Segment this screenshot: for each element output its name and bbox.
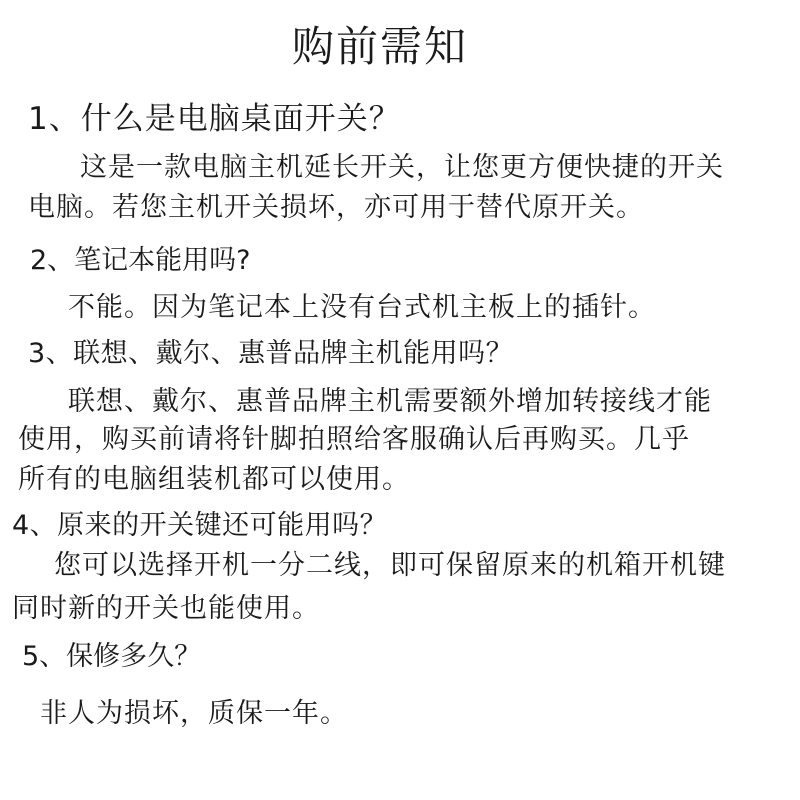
page-title: 购前需知 <box>291 22 468 71</box>
faq-answer-3-line-2: 使用，购买前请将针脚拍照给客服确认后再购买。几乎 <box>18 424 690 455</box>
faq-question-1: 1、什么是电脑桌面开关？ <box>28 101 401 137</box>
faq-question-4: 4、原来的开关键还可能用吗？ <box>12 510 388 541</box>
faq-question-3: 3、联想、戴尔、惠普品牌主机能用吗？ <box>28 338 514 369</box>
faq-answer-3-line-1: 联想、戴尔、惠普品牌主机需要额外增加转接线才能 <box>68 386 712 417</box>
faq-answer-1-line-2: 电脑。若您主机开关损坏，亦可用于替代原开关。 <box>28 192 644 223</box>
faq-answer-4-line-1: 您可以选择开机一分二线，即可保留原来的机箱开机键 <box>54 550 726 581</box>
faq-question-5: 5、保修多久？ <box>22 641 202 672</box>
faq-answer-1-line-1: 这是一款电脑主机延长开关，让您更方便快捷的开关 <box>80 152 724 183</box>
faq-answer-3-line-3: 所有的电脑组装机都可以使用。 <box>18 464 410 495</box>
faq-answer-2-line-1: 不能。因为笔记本上没有台式机主板上的插针。 <box>68 292 656 323</box>
faq-answer-4-line-2: 同时新的开关也能使用。 <box>12 593 320 624</box>
faq-answer-5-line-1: 非人为损坏，质保一年。 <box>40 698 348 729</box>
faq-question-2: 2、笔记本能用吗? <box>30 245 251 276</box>
